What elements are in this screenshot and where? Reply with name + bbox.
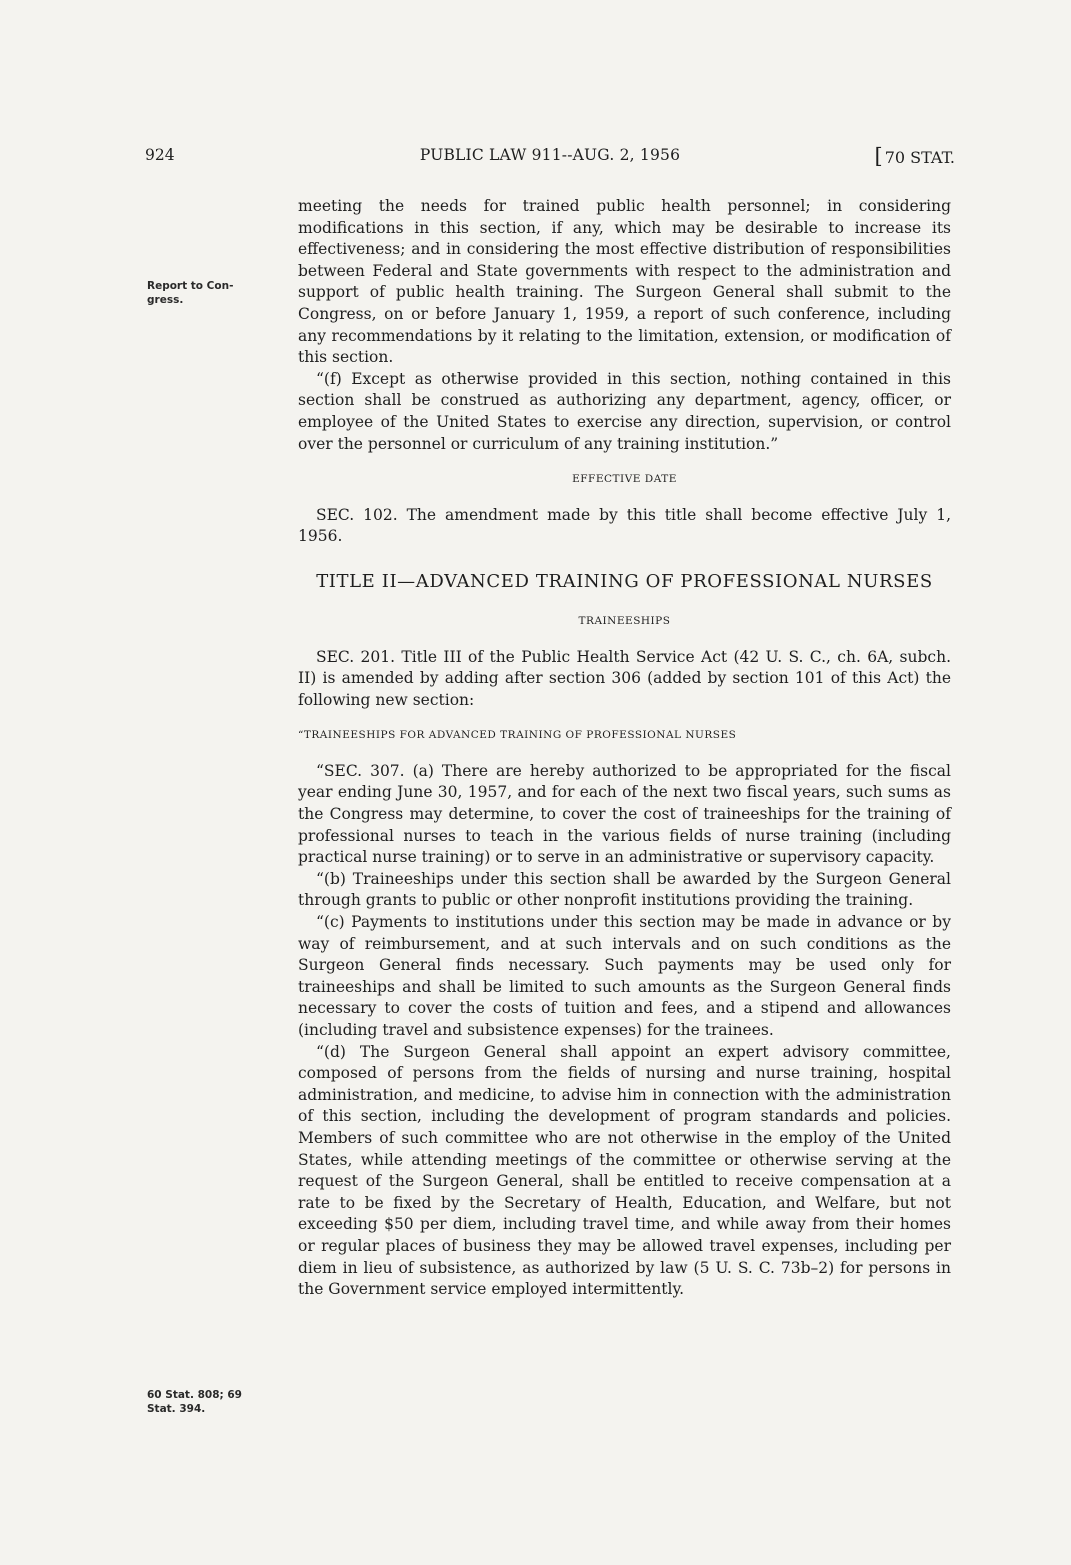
- citation-line-2: Stat. 394.: [147, 1403, 206, 1415]
- heading-new-section: “TRAINEESHIPS FOR ADVANCED TRAINING OF PROFESSIONAL NURSES: [298, 729, 737, 742]
- paragraph-continuation: meeting the needs for trained public health personnel; in considering modifications in this section, if any, which may be desirable to increase its effectiveness; and in considering the most effective distribution of responsibilities between Federal and State governments with respect to the administration and support of public health training. The Surgeon General shall submit to the Congress, on or before January 1, 1959, a report of such conference, including any recommendations by it relating to the limitation, extension, or modification of this section.: [298, 197, 951, 367]
- margin-note-citation: [147, 1388, 287, 1416]
- section-307-a: “SEC. 307. (a) There are hereby authorized to be appropriated for the fiscal year ending June 30, 1957, and for each of the next two fiscal years, such sums as the Congress may determine, to cover the cost of traineeships for the training of professional nurses to teach in the various fields of nurse training (including practical nurse training) or to serve in an administrative or supervisory capacity.: [298, 761, 951, 867]
- paragraph-d: “(d) The Surgeon General shall appoint an expert advisory committee, composed of persons from the fields of nursing and nurse training, hospital administration, and medicine, to advise him in connection with the administration of this section, including the development of program standards and policies. Members of such committee who are not otherwise in the employ of the United States, while attending meetings of the committee or otherwise serving at the request of the Surgeon General, shall be entitled to receive compensation at a rate to be fixed by the Secretary of Health, Education, and Welfare, but not exceeding $50 per diem, including travel time, and while away from their homes or regular places of business they may be allowed travel expenses, including per diem in lieu of subsistence, as authorized by law (5 U. S. C. 73b–2) for persons in the Government service employed intermittently.: [298, 1042, 951, 1299]
- margin-note-report: Report to Con-gress.: [147, 280, 234, 306]
- page-number: 924: [145, 146, 175, 164]
- paragraph-b: “(b) Traineeships under this section shall be awarded by the Surgeon General through grants to public or other nonprofit institutions providing the training.: [298, 869, 951, 910]
- paragraph-c: “(c) Payments to institutions under this section may be made in advance or by way of reimbursement, and at such intervals and on such conditions as the Surgeon General finds necessary. Such payments may be used only for traineeships and shall be limited to such amounts as the Surgeon General finds necessary to cover the costs of tuition and fees, and a stipend and allowances (including travel and subsistence expenses) for the trainees.: [298, 913, 951, 1039]
- section-102: SEC. 102. The amendment made by this title shall become effective July 1, 1956.: [298, 505, 951, 546]
- volume-ref-text: 70 STAT.: [884, 148, 955, 167]
- citation-line-1: 60 Stat. 808; 69: [147, 1389, 242, 1401]
- title-ii-heading: TITLE II—ADVANCED TRAINING OF PROFESSIONAL NURSES: [316, 570, 933, 592]
- page-header: [145, 146, 955, 170]
- heading-traineeships: TRAINEESHIPS: [578, 614, 671, 627]
- running-title: PUBLIC LAW 911--AUG. 2, 1956: [419, 146, 681, 164]
- paragraph-f: “(f) Except as otherwise provided in this section, nothing contained in this section shall be construed as authorizing any department, agency, officer, or employee of the United States to exercise any direction, supervision, or control over the personnel or curriculum of any training institution.”: [298, 369, 951, 453]
- volume-bracket: [: [874, 144, 883, 168]
- section-201: SEC. 201. Title III of the Public Health Service Act (42 U. S. C., ch. 6A, subch. II) is amended by adding after section 306 (added by section 101 of this Act) the following new section:: [298, 647, 951, 709]
- volume-reference: [875, 144, 956, 168]
- heading-effective-date: EFFECTIVE DATE: [572, 473, 677, 486]
- body-text: [298, 196, 951, 1301]
